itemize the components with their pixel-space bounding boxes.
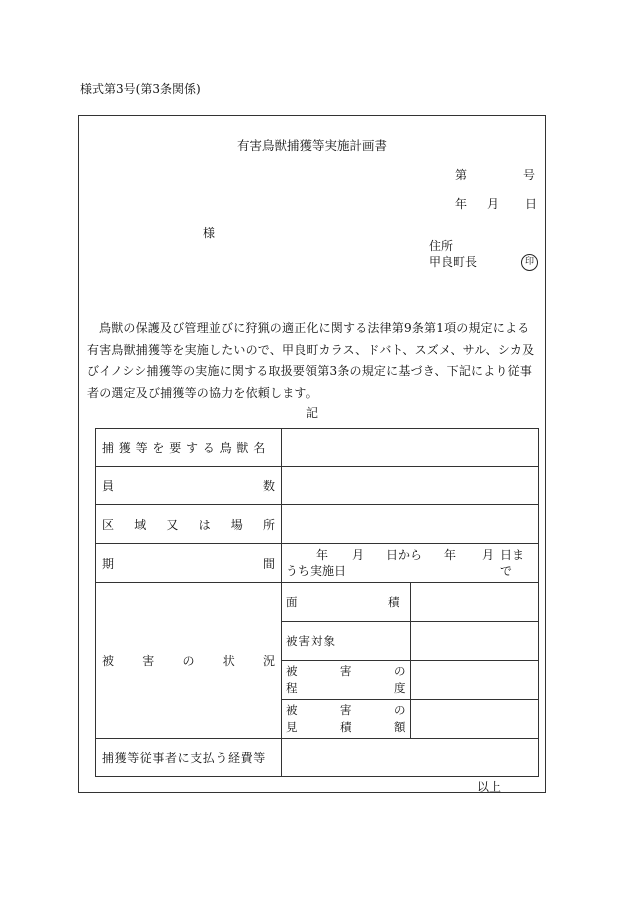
damage-estimate-char-4: 見 [286,720,298,734]
seal-mark: 印 [521,254,538,271]
period-char-2: 間 [262,556,275,571]
damage-area-char-1: 面 [286,595,298,609]
damage-target-label [282,622,411,661]
damage-char-4: 状 [222,654,235,668]
damage-estimate-value[interactable] [410,700,539,739]
addressee-suffix: 様 [203,226,216,240]
row-label-count [96,467,282,505]
table-row [96,429,539,467]
damage-target-value[interactable] [410,622,539,661]
table-row [96,505,539,544]
form-label: 様式第3号(第3条関係) [80,82,201,96]
row-label-damage [96,583,282,739]
ki-heading: 記 [305,406,318,420]
date-year: 年 [455,197,468,211]
damage-estimate-char-3: の [394,703,406,717]
target-species-value[interactable] [282,429,539,467]
document-frame [78,115,546,793]
damage-estimate-char-1: 被 [286,703,298,717]
damage-area-value[interactable] [410,583,539,622]
target-species-label [102,439,275,456]
count-value[interactable] [282,467,539,505]
damage-degree-value[interactable] [410,661,539,700]
damage-char-5: 況 [262,654,275,668]
expenses-label: 捕獲等従事者に支払う経費等 [102,751,266,765]
period-month-1: 月 [352,548,365,562]
sender-address-label: 住所 [429,239,454,253]
area-char-6: 所 [262,517,275,532]
damage-degree-char-3: の [394,664,406,678]
closing-mark: 以上 [477,780,502,794]
period-day-to: 日まで [500,548,525,578]
table-row [96,583,539,622]
damage-estimate-char-2: 害 [340,703,352,717]
damage-target-text: 被害対象 [286,634,336,648]
doc-number-dai: 第 [455,168,468,182]
area-value[interactable] [282,505,539,544]
damage-degree-char-5: 度 [394,681,406,695]
count-char-1: 員 [102,479,115,493]
area-char-1: 区 [102,517,115,532]
damage-degree-label [282,661,411,700]
period-implementation-days: うち実施日 [286,564,347,578]
row-label-period [96,544,282,583]
count-char-2: 数 [262,479,275,493]
damage-char-2: 害 [142,654,155,668]
area-char-3: 又 [166,517,179,532]
period-month-2: 月 [482,548,495,562]
period-year-1: 年 [316,548,329,562]
table-row [96,467,539,505]
area-char-4: は [198,517,211,532]
date-day: 日 [525,197,538,211]
expenses-value[interactable] [282,739,539,777]
table-row [96,739,539,777]
doc-number-go: 号 [523,168,536,182]
row-label-expenses [96,739,282,777]
plan-table [95,428,539,777]
document-title: 有害鳥獣捕獲等実施計画書 [236,138,387,153]
damage-estimate-char-5: 積 [340,720,352,734]
sender-name: 甲良町長 [429,255,478,269]
area-char-2: 域 [134,517,147,532]
row-label-area [96,505,282,544]
damage-char-3: の [182,654,195,668]
request-body-text: 鳥獣の保護及び管理並びに狩猟の適正化に関する法律第9条第1項の規定による有害鳥獣捕獲等を実施したいので、甲良町カラス、ドバト、スズメ、サル、シカ及びイノシシ捕獲等の実施に関する取扱要領第3条の規定に基づき、下記により従事者の選定及び捕獲等の協力を依頼します。 [87,321,535,400]
damage-degree-char-4: 程 [286,681,298,695]
period-day-from: 日から [386,548,423,562]
table-row [96,544,539,583]
row-label-target-species [96,429,282,467]
sender-block [429,238,477,270]
period-char-1: 期 [102,556,115,571]
damage-degree-char-1: 被 [286,664,298,678]
damage-estimate-label [282,700,411,739]
period-value[interactable] [282,544,539,583]
period-year-2: 年 [444,548,457,562]
date-month: 月 [487,197,500,211]
damage-char-1: 被 [102,654,115,668]
area-char-5: 場 [230,517,243,532]
damage-area-char-2: 積 [388,595,400,609]
damage-estimate-char-6: 額 [394,720,406,734]
damage-degree-char-2: 害 [340,664,352,678]
char: 捕獲等を要する鳥獣名 [102,441,271,455]
damage-area-label [282,583,411,622]
